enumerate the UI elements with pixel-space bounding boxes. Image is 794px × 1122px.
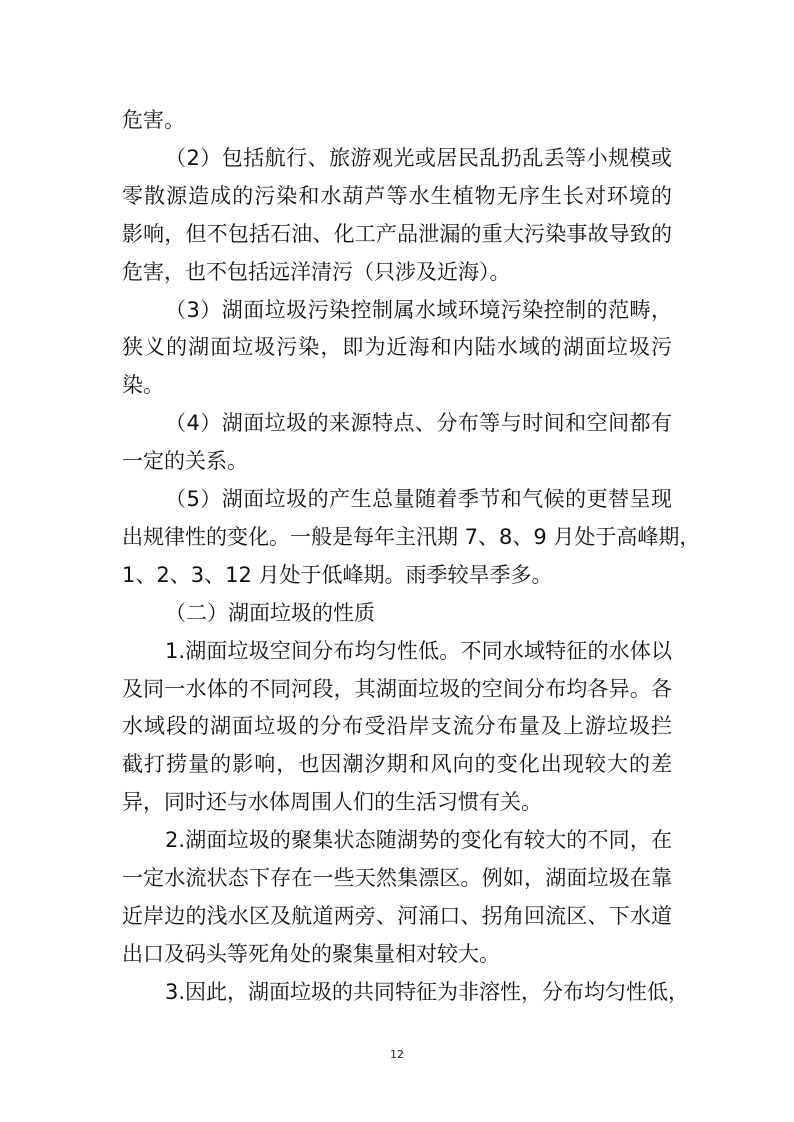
text-line: 2.湖面垃圾的聚集状态随湖势的变化有较大的不同，在 (165, 828, 672, 853)
page-number: 12 (390, 1048, 404, 1061)
text-line: 危害。 (122, 108, 185, 132)
text-line: （4）湖面垃圾的来源特点、分布等与时间和空间都有 (165, 411, 672, 436)
text-line: 零散源造成的污染和水葫芦等水生植物无序生长对环境的 (122, 183, 672, 208)
text-line: （2）包括航行、旅游观光或居民乱扔乱丢等小规模或 (165, 145, 672, 170)
text-line: 截打捞量的影响，也因潮汐期和风向的变化出现较大的差 (122, 752, 672, 777)
text-line: 染。 (122, 373, 164, 398)
text-line: 近岸边的浅水区及航道两旁、河涌口、拐角回流区、下水道 (122, 903, 672, 928)
text-line: 影响，但不包括石油、化工产品泄漏的重大污染事故导致的 (122, 221, 672, 246)
text-line: 一定水流状态下存在一些天然集漂区。例如，湖面垃圾在靠 (122, 866, 672, 890)
text-line: 1.湖面垃圾空间分布均匀性低。不同水域特征的水体以 (165, 638, 672, 663)
text-line: 狭义的湖面垃圾污染，即为近海和内陆水域的湖面垃圾污 (122, 335, 672, 360)
text-line: 一定的关系。 (122, 449, 248, 474)
text-line: （二）湖面垃圾的性质 (165, 600, 375, 625)
text-line: （3）湖面垃圾污染控制属水域环境污染控制的范畴， (165, 297, 672, 322)
text-line: 异，同时还与水体周围人们的生活习惯有关。 (122, 790, 542, 815)
text-line: 出规律性的变化。一般是每年主汛期 7、8、9 月处于高峰期， (122, 524, 701, 549)
text-line: 水域段的湖面垃圾的分布受沿岸支流分布量及上游垃圾拦 (122, 714, 672, 739)
text-line: （5）湖面垃圾的产生总量随着季节和气候的更替呈现 (165, 487, 672, 511)
text-line: 1、2、3、12 月处于低峰期。雨季较旱季多。 (122, 562, 553, 587)
text-line: 及同一水体的不同河段，其湖面垃圾的空间分布均各异。各 (122, 676, 672, 701)
text-line: 危害，也不包括远洋清污（只涉及近海）。 (122, 259, 511, 284)
text-line: 3.因此，湖面垃圾的共同特征为非溶性，分布均匀性低， (165, 979, 690, 1004)
text-line: 出口及码头等死角处的聚集量相对较大。 (122, 941, 500, 966)
